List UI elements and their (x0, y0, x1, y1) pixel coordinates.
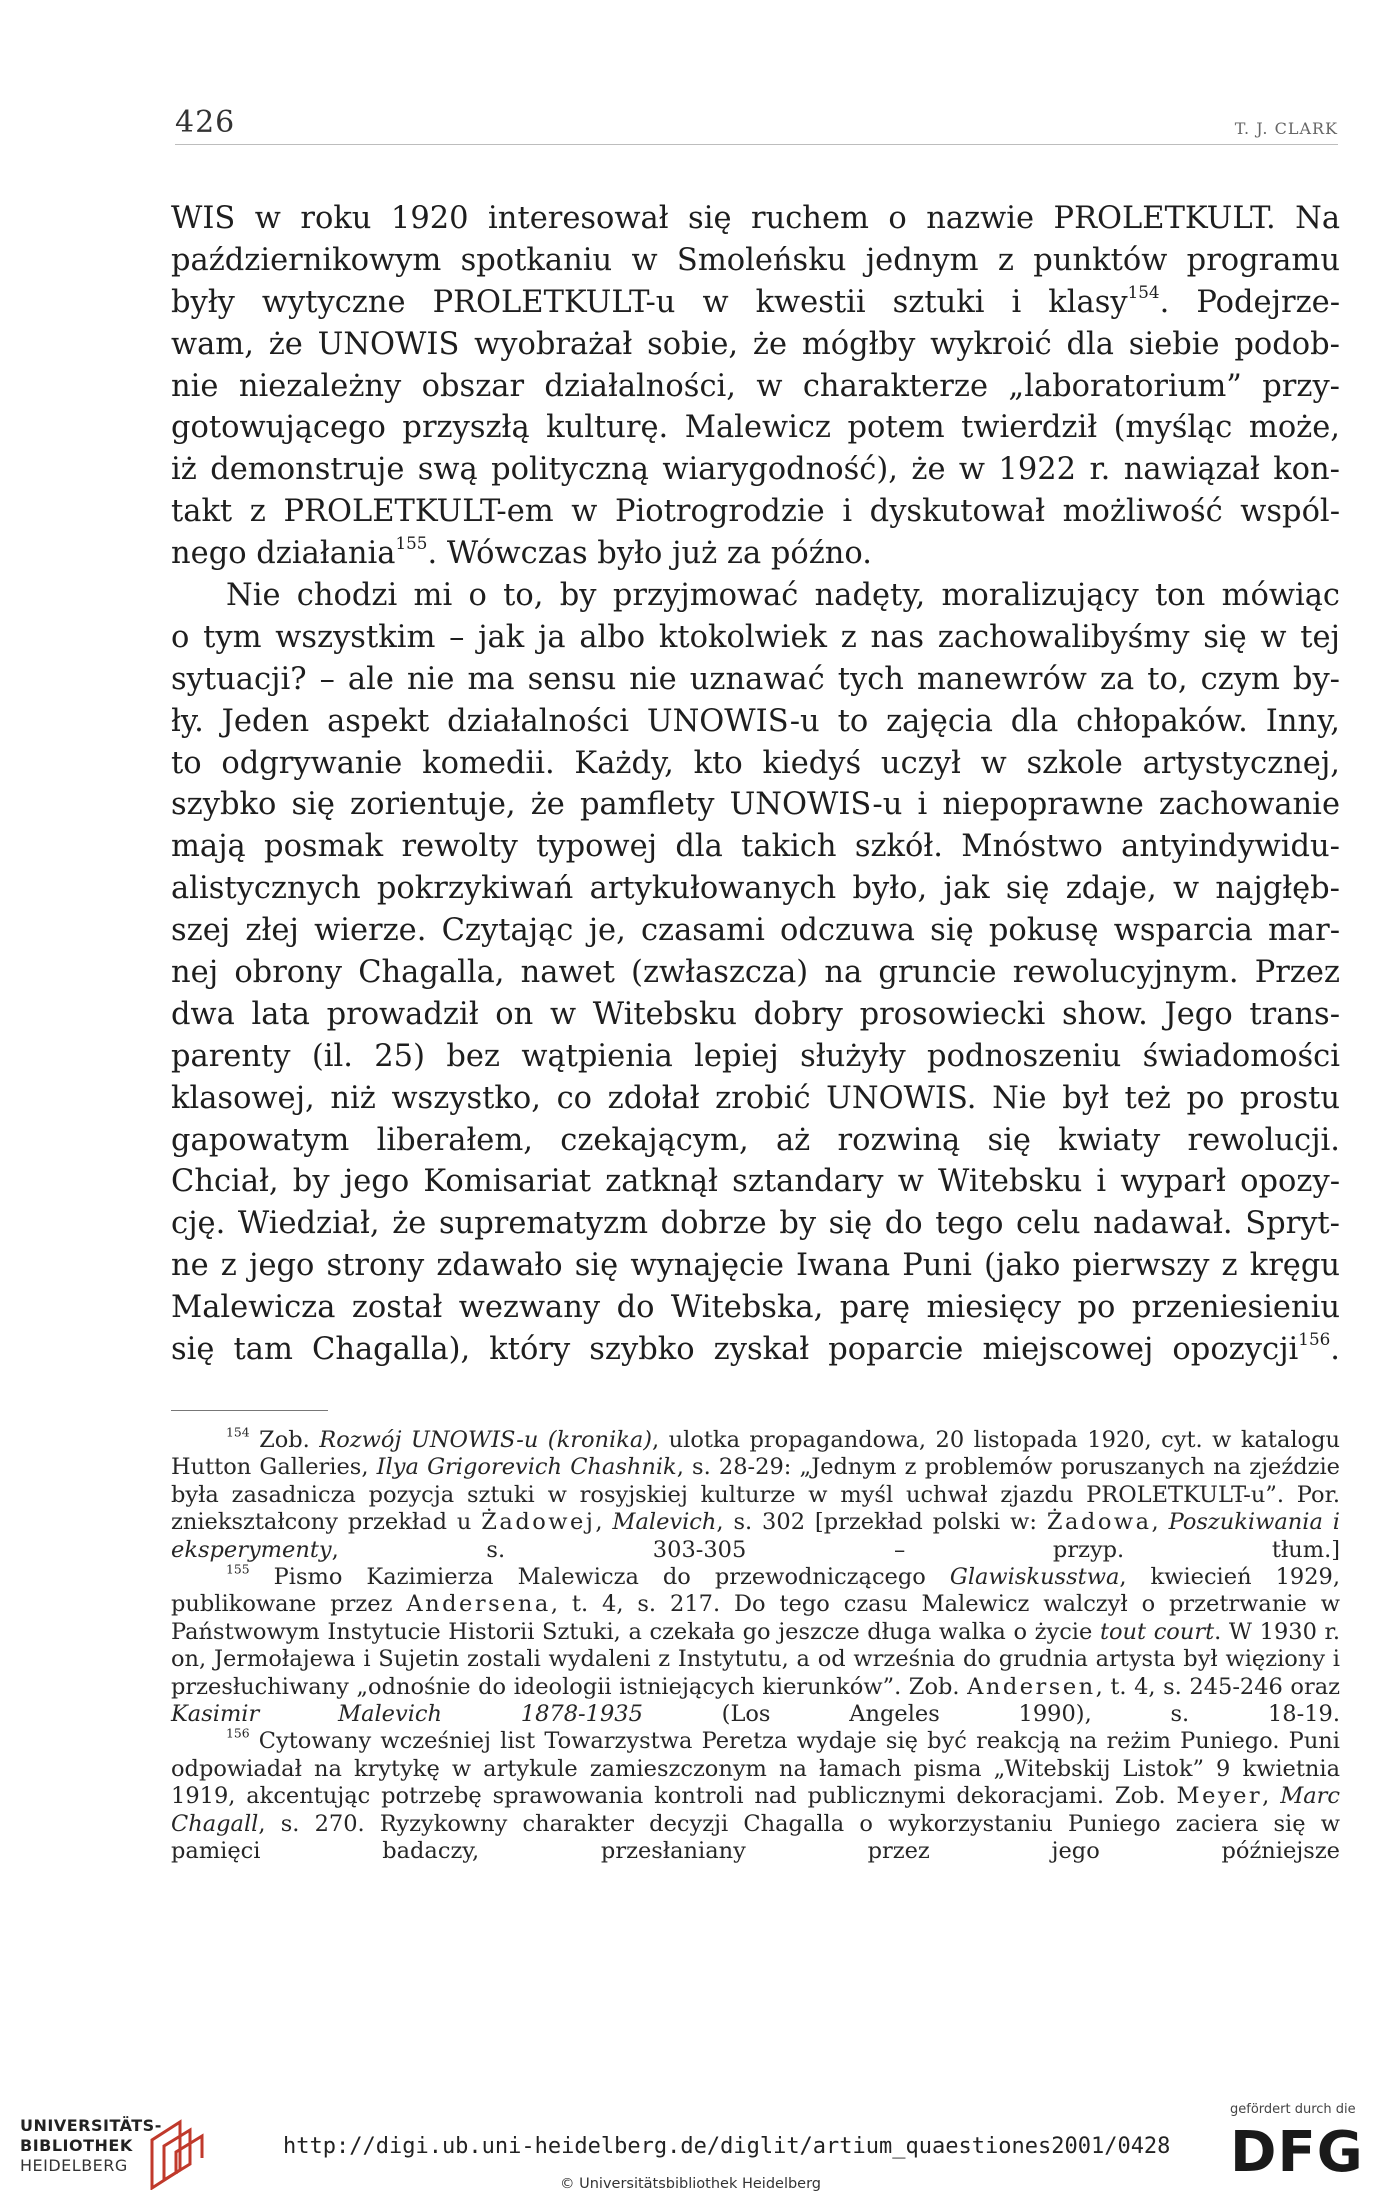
text-line (171, 366, 1340, 408)
text-line (171, 491, 1340, 533)
page-header (175, 105, 1338, 145)
permalink-url[interactable]: http://digi.ub.uni-heidelberg.de/diglit/artium_quaestiones2001/0428 (283, 2134, 1171, 2159)
footnote-text: , (595, 1509, 613, 1536)
line-text: parenty (il. 25) bez wątpienia lepiej służyły podnoszeniu świadomości (171, 1038, 1340, 1074)
dfg-caption: gefördert durch die (1230, 2102, 1356, 2117)
line-text: sytuacji? – ale nie ma sensu nie uznawać tych manewrów za to, czym by- (171, 661, 1340, 697)
footnote-text: , (1151, 1509, 1169, 1536)
title-italic: tout court (1099, 1618, 1215, 1645)
line-text: gotowującego przyszłą kulturę. Malewicz potem twierdził (myśląc może, (171, 410, 1340, 446)
text-line (171, 1203, 1340, 1245)
text-line (171, 910, 1340, 952)
text-line (171, 1036, 1340, 1078)
line-text: to odgrywanie komedii. Każdy, kto kiedyś uczył w szkole artystycznej, (171, 745, 1340, 781)
text-line (171, 784, 1340, 826)
digitization-footer (0, 2094, 1394, 2207)
line-text: nej obrony Chagalla, nawet (zwłaszcza) na gruncie rewolucyjnym. Przez (171, 955, 1340, 991)
footnote-ref[interactable]: 155 (395, 532, 428, 553)
copyright-notice: © Universitätsbibliothek Heidelberg (560, 2176, 822, 2192)
logo-line: UNIVERSITÄTS- (20, 2116, 162, 2135)
footnote-text: , s. 28-29: „Jednym z problemów poruszanych na zjeździe była zasadnicza pozycja sztuki w rosyjskiej kulturze w myśl uchwał zjazdu PROLETKULT-u”. Por. zniekształcony przekład u (171, 1454, 1340, 1536)
footnote-text: , kwiecień 1929, publikowane przez (171, 1564, 1340, 1618)
text-line (171, 994, 1340, 1036)
text-line (171, 868, 1340, 910)
footnote-text: . W 1930 r. on, Jermołajewa i Sujetin zostali wydaleni z Instytutu, a od września do grudnia artysta był więziony i przesłuchiwany „odnośnie do ideologii istniejących kierunków”. Zob. (171, 1618, 1340, 1700)
line-text: WIS w roku 1920 interesował się ruchem o nazwie PROLETKULT. Na (171, 201, 1340, 236)
text-line (171, 198, 1340, 240)
footnote-156 (171, 1728, 1340, 1865)
university-library-logo (20, 2116, 220, 2196)
footnote-text: , t. 4, s. 245-246 oraz (1095, 1673, 1340, 1700)
line-text: . (1330, 1332, 1340, 1368)
text-line (171, 533, 1340, 575)
footnote-separator (171, 1410, 328, 1411)
title-italic: Glawiskusstwa (949, 1564, 1120, 1591)
footnote-text: , t. 4, s. 217. Do tego czasu Malewicz walczył o przetrwanie w Państwowym Instytucie Historii Sztuki, a czekała go jeszcze długa walka o życie (171, 1591, 1340, 1645)
text-line (171, 743, 1340, 785)
footnote-number: 156 (226, 1726, 250, 1741)
library-emblem-icon (142, 2118, 212, 2190)
footnotes (171, 1427, 1340, 1866)
line-text: iż demonstruje swą polityczną wiarygodność), że w 1922 r. nawiązał kon- (171, 452, 1340, 488)
text-line (171, 240, 1340, 282)
line-text: cję. Wiedział, że suprematyzm dobrze by się do tego celu nadawał. Spryt- (171, 1206, 1340, 1242)
text-line (171, 449, 1340, 491)
running-head: T. J. CLARK (1234, 119, 1338, 138)
line-text: takt z PROLETKULT-em w Piotrogrodzie i dyskutował możliwość wspól- (171, 494, 1340, 530)
author-spaced: Żadowej (481, 1509, 596, 1536)
title-italic: Rozwój UNOWIS-u (kronika) (319, 1427, 653, 1453)
text-line (171, 324, 1340, 366)
text-line (171, 1161, 1340, 1203)
footnote-text: , ulotka propagandowa, 20 listopada 1920, cyt. w katalogu Hutton Galleries, (171, 1427, 1340, 1481)
author-spaced: Andersen (967, 1673, 1096, 1700)
line-text: wam, że UNOWIS wyobrażał sobie, że mógłby wykroić dla siebie podob- (171, 326, 1340, 362)
footnote-text: , s. 302 [przekład polski w: (716, 1509, 1047, 1536)
line-text: szybko się zorientuje, że pamflety UNOWIS-u i niepoprawne zachowanie (171, 787, 1340, 823)
line-text: . Podejrze- (1159, 284, 1340, 320)
title-italic: Marc Chagall (171, 1783, 1340, 1837)
logo-line: HEIDELBERG (20, 2156, 128, 2175)
line-text: mają posmak rewolty typowej dla takich szkół. Mnóstwo antyindywidu- (171, 829, 1340, 865)
line-text: ne z jego strony zdawało się wynajęcie Iwana Puni (jako pierwszy z kręgu (171, 1248, 1340, 1284)
title-italic: Malevich (612, 1509, 717, 1536)
line-text: dwa lata prowadził on w Witebsku dobry prosowiecki show. Jego trans- (171, 996, 1340, 1032)
line-text: Nie chodzi mi o to, by przyjmować nadęty, moralizujący ton mówiąc (226, 578, 1340, 614)
line-text: o tym wszystkim – jak ja albo ktokolwiek z nas zachowalibyśmy się w tej (171, 619, 1340, 655)
footnote-text: , s. 303-305 – przyp. tłum.] (331, 1536, 1340, 1563)
author-spaced: Meyer (1176, 1783, 1263, 1810)
footnote-text: (Los Angeles 1990), s. 18-19. (642, 1701, 1340, 1728)
body-text (171, 198, 1340, 1371)
text-line (171, 407, 1340, 449)
line-text: Malewicza został wezwany do Witebska, parę miesięcy po przeniesieniu (171, 1290, 1340, 1326)
line-text: Chciał, by jego Komisariat zatknął sztandary w Witebsku i wyparł opozy- (171, 1164, 1340, 1200)
footnote-text: , s. 270. Ryzykowny charakter decyzji Chagalla o wykorzystaniu Puniego zaciera się w pamięci badaczy, przesłaniany przez jego późniejsze (171, 1810, 1340, 1865)
line-text: ły. Jeden aspekt działalności UNOWIS-u to zajęcia dla chłopaków. Inny, (171, 703, 1340, 739)
text-line (171, 1120, 1340, 1162)
text-line (171, 1329, 1340, 1371)
line-text: październikowym spotkaniu w Smoleńsku jednym z punktów programu (171, 242, 1340, 278)
text-line (171, 659, 1340, 701)
footnote-text: Zob. (259, 1427, 320, 1453)
logo-line: BIBLIOTHEK (20, 2136, 133, 2155)
footnote-text: Cytowany wcześniej list Towarzystwa Peretza wydaje się być reakcją na reżim Puniego. Puni odpowiadał na krytykę w artykule zamieszczonym na łamach pisma „Witebskij Listok” 9 kwietnia 1919, akcentując potrzebę sprawowania kontroli nad publicznymi dekoracjami. Zob. (171, 1728, 1340, 1810)
footnote-ref[interactable]: 156 (1298, 1328, 1331, 1349)
title-italic: Ilya Grigorevich Chashnik (376, 1454, 677, 1481)
line-text: się tam Chagalla), który szybko zyskał poparcie miejscowej opozycji (171, 1332, 1299, 1368)
text-line (171, 617, 1340, 659)
text-line (171, 701, 1340, 743)
dfg-wordmark: DFG (1230, 2120, 1364, 2185)
line-text: szej złej wierze. Czytając je, czasami odczuwa się pokusę wsparcia mar- (171, 913, 1340, 949)
dfg-logo (1230, 2102, 1380, 2202)
title-italic: Kasimir Malevich 1878-1935 (171, 1701, 643, 1728)
text-line (171, 1078, 1340, 1120)
line-text: były wytyczne PROLETKULT-u w kwestii sztuki i klasy (171, 284, 1128, 320)
footnote-154 (171, 1427, 1340, 1564)
text-line (171, 1287, 1340, 1329)
line-text: alistycznych pokrzykiwań artykułowanych było, jak się zdaje, w najgłęb- (171, 871, 1340, 907)
line-text: nego działania (171, 536, 396, 572)
footnote-text: Pismo Kazimierza Malewicza do przewodniczącego (273, 1564, 950, 1591)
footnote-number: 155 (226, 1562, 250, 1577)
text-line (171, 952, 1340, 994)
text-line (171, 1245, 1340, 1287)
footnote-number: 154 (226, 1425, 250, 1440)
title-italic: Poszukiwania i eksperymenty (171, 1509, 1340, 1563)
line-text: gapowatym liberałem, czekającym, aż rozwiną się kwiaty rewolucji. (171, 1122, 1340, 1158)
text-line (171, 575, 1340, 617)
footnote-text: , (1262, 1783, 1281, 1810)
footnote-155 (171, 1564, 1340, 1728)
text-line (171, 826, 1340, 868)
author-spaced: Żadowa (1046, 1509, 1152, 1536)
footnote-ref[interactable]: 154 (1127, 281, 1160, 302)
author-spaced: Andersena (406, 1591, 551, 1618)
text-line (171, 282, 1340, 324)
line-text: . Wówczas było już za późno. (427, 536, 872, 572)
line-text: nie niezależny obszar działalności, w charakterze „laboratorium” przy- (171, 368, 1340, 404)
line-text: klasowej, niż wszystko, co zdołał zrobić UNOWIS. Nie był też po prostu (171, 1080, 1340, 1116)
page-number: 426 (175, 105, 236, 140)
